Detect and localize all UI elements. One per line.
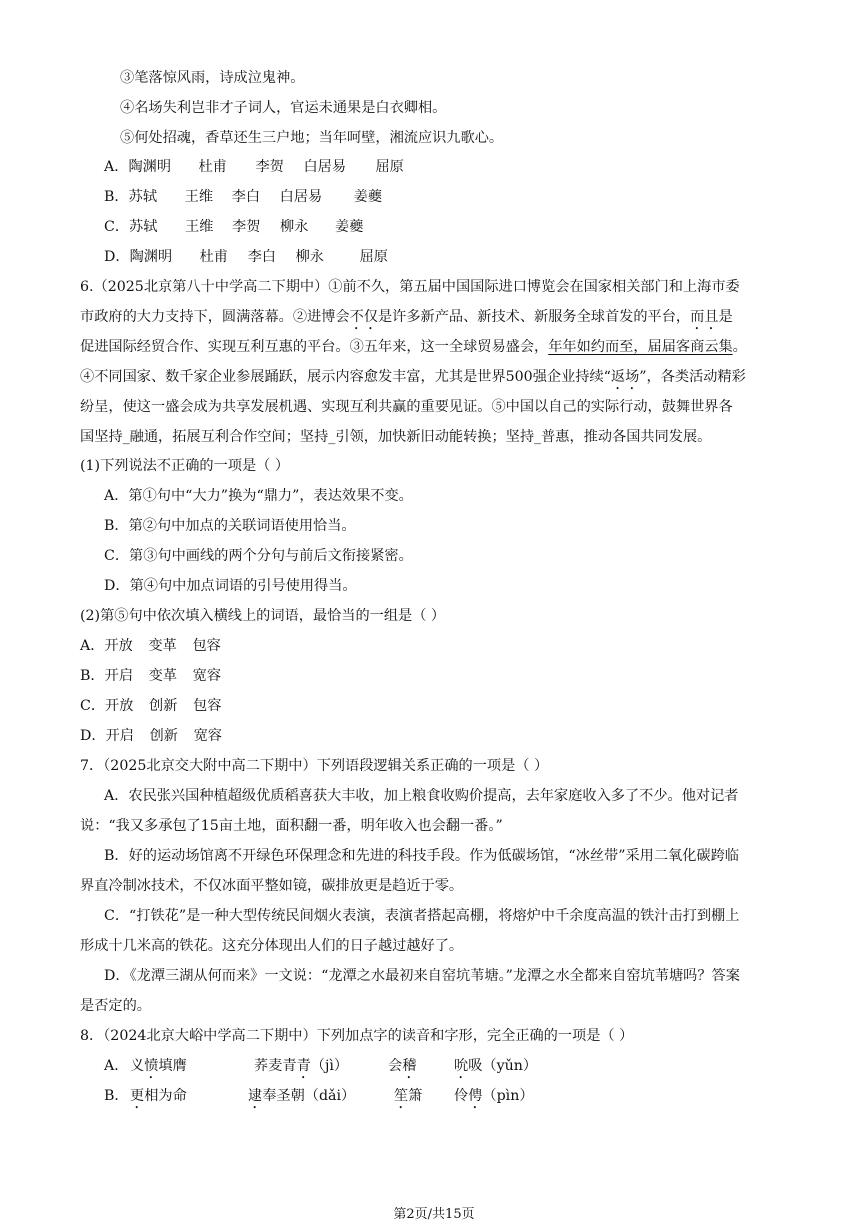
dotted-char: 吮 <box>454 1058 469 1074</box>
option-name: 柳永 <box>280 219 309 235</box>
q8-stem: 8．（2024北京大峪中学高二下期中）下列加点字的读音和字形，完全正确的一项是（ ） <box>80 1028 634 1044</box>
option-letter: A． <box>80 638 105 654</box>
option-name: 李贺 <box>232 219 261 235</box>
text: 促进国际经贸合作、实现互利互惠的平台。③五年来，这一全球贸易盛会， <box>80 339 549 355</box>
option-word: 宽容 <box>192 668 222 684</box>
text: 。 <box>732 339 747 355</box>
option-word: 包容 <box>193 698 222 714</box>
text: 市政府的大力支持下，圆满落幕。②进博会 <box>80 309 350 325</box>
option-letter: C． <box>104 219 130 235</box>
dotted-char: 逮 <box>248 1088 263 1104</box>
q6-sub1-option-c: C．第③句中画线的两个分句与前后文衔接紧密。 <box>104 548 413 564</box>
q6-sub2-stem: (2)第⑤句中依次填入横线上的词语，最恰当的一组是（ ） <box>80 608 446 624</box>
text: 义 <box>130 1058 145 1074</box>
q6-sub1-option-d: D．第④句中加点词语的引号使用得当。 <box>104 578 357 594</box>
q8-option-a <box>104 1056 537 1082</box>
option-word: 创新 <box>149 698 178 714</box>
option-name: 白居易 <box>303 159 347 175</box>
q6-sub2-option-b <box>80 666 221 686</box>
dotted-word: 返场 <box>610 369 640 385</box>
q7-option-b-line-2: 界直冷制冰技术，不仅冰面平整如镜，碳排放更是趋近于零。 <box>80 878 464 894</box>
text: 伶 <box>454 1088 469 1104</box>
q5-item-5: ⑤何处招魂，香草还生三户地；当年呵壁，湘流应识九歌心。 <box>120 130 504 146</box>
q6-sub1-option-a: A．第①句中“大力”换为“鼎力”，表达效果不变。 <box>104 488 413 504</box>
option-name: 姜夔 <box>353 189 383 205</box>
option-letter: D． <box>104 249 130 265</box>
q5-item-4: ④名场失利岂非才子词人，官运未通果是白衣卿相。 <box>120 100 447 116</box>
q6-sub2-option-a <box>80 636 221 656</box>
option-name: 屈原 <box>375 159 404 175</box>
dotted-char: 稽 <box>402 1058 417 1074</box>
page-footer: 第2页/共15页 <box>393 1207 475 1222</box>
q5-item-3: ③笔落惊风雨，诗成泣鬼神。 <box>120 70 305 86</box>
option-name: 姜夔 <box>335 219 364 235</box>
q8-option-b <box>104 1086 534 1112</box>
option-name: 王维 <box>185 219 214 235</box>
q7-option-a-line-1: A．农民张兴国种植超级优质稻喜获大丰收，加上粮食收购价提高，去年家庭收入多了不少。他对记者 <box>104 788 739 804</box>
text: 填膺 <box>158 1058 187 1074</box>
option-letter: B． <box>80 668 105 684</box>
text: 吸（yǔn） <box>468 1058 538 1074</box>
dotted-char: 笙 <box>394 1088 409 1104</box>
q6-sub1-option-b: B．第②句中加点的关联词语使用恰当。 <box>104 518 356 534</box>
q7-option-d-line-1: D．《龙潭三湖从何而来》一文说：“龙潭之水最初来自窑坑苇塘。”龙潭之水全都来自窑坑苇塘吗？答案 <box>104 968 740 984</box>
q5-option-c <box>104 217 363 237</box>
option-name: 杜甫 <box>198 159 227 175</box>
option-letter: B． <box>104 189 129 205</box>
q6-sub2-option-d <box>80 726 222 746</box>
text: 箫 <box>408 1088 423 1104</box>
text: 相为命 <box>144 1088 187 1104</box>
option-word: 宽容 <box>193 728 222 744</box>
text: （jì） <box>310 1058 349 1074</box>
q6-line-5: 纷呈，使这一盛会成为共享发展机遇、实现互利共赢的重要见证。⑤中国以自己的实际行动，鼓舞世界各 <box>80 399 733 415</box>
option-name: 苏轼 <box>128 189 158 205</box>
q7-option-d-line-2: 是否定的。 <box>80 998 151 1014</box>
option-name: 陶渊明 <box>128 159 172 175</box>
text: 荞麦青 <box>254 1058 297 1074</box>
option-word: 开启 <box>105 728 134 744</box>
option-name: 苏轼 <box>129 219 158 235</box>
q6-line-4 <box>80 367 746 393</box>
option-letter: A． <box>104 1058 129 1074</box>
q7-option-c-line-1: C．“打铁花”是一种大型传统民间烟火表演，表演者搭起高棚，将熔炉中千余度高温的铁汁击打到棚上 <box>104 908 740 924</box>
text: ”，各类活动精彩 <box>639 369 746 385</box>
q6-line-3 <box>80 337 747 357</box>
option-word: 变革 <box>148 668 178 684</box>
option-word: 开放 <box>105 698 134 714</box>
q6-line-2 <box>80 307 733 333</box>
dotted-char: 俜 <box>468 1088 483 1104</box>
q5-option-b <box>104 187 382 207</box>
q6-line-1: 6.（2025北京第八十中学高二下期中）①前不久，第五届中国国际进口博览会在国家相关部门和上海市委 <box>80 279 740 295</box>
option-name: 白居易 <box>279 189 323 205</box>
text: （pìn） <box>482 1088 534 1104</box>
q7-option-c-line-2: 形成十几米高的铁花。这充分体现出人们的日子越过越好了。 <box>80 938 464 954</box>
option-word: 创新 <box>149 728 178 744</box>
text: ④不同国家、数千家企业参展踊跃，展示内容愈发丰富，尤其是世界500强企业持续“ <box>80 369 611 385</box>
option-word: 开放 <box>104 638 133 654</box>
option-letter: C． <box>80 698 106 714</box>
option-word: 变革 <box>148 638 177 654</box>
q5-option-a <box>104 157 404 177</box>
dotted-char: 青 <box>296 1058 311 1074</box>
option-name: 陶渊明 <box>129 249 173 265</box>
option-letter: B． <box>104 1088 129 1104</box>
q6-line-6: 国坚持_融通，拓展互利合作空间；坚持_引领，加快新旧动能转换；坚持_普惠，推动各国共同发展。 <box>80 429 712 445</box>
option-name: 李白 <box>231 189 261 205</box>
underlined-clause: 年年如约而至，届届客商云集 <box>548 339 733 355</box>
q7-option-a-line-2: 说：“我又多承包了15亩土地，面积翻一番，明年收入也会翻一番。” <box>80 818 503 834</box>
dotted-char: 更 <box>130 1088 145 1104</box>
text: 会 <box>388 1058 403 1074</box>
q7-stem: 7．（2025北京交大附中高二下期中）下列语段逻辑关系正确的一项是（ ） <box>80 758 549 774</box>
option-name: 屈原 <box>359 249 388 265</box>
q5-option-d <box>104 247 388 267</box>
text: 奉圣朝（dǎi） <box>262 1088 356 1104</box>
option-letter: D． <box>80 728 106 744</box>
q6-sub2-option-c <box>80 696 221 716</box>
option-name: 李白 <box>247 249 276 265</box>
q7-option-b-line-1: B．好的运动场馆离不开绿色环保理念和先进的科技手段。作为低碳场馆，“冰丝带”采用二氧化碳跨临 <box>104 848 739 864</box>
option-name: 杜甫 <box>199 249 228 265</box>
text: 是许多新产品、新技术、新服务全球首发的平台， <box>377 309 691 325</box>
dotted-word: 而且 <box>690 309 719 325</box>
option-name: 柳永 <box>295 249 324 265</box>
option-letter: A． <box>104 159 129 175</box>
option-name: 李贺 <box>255 159 284 175</box>
q6-sub1-stem: (1)下列说法不正确的一项是（ ） <box>80 458 290 474</box>
dotted-word: 不仅 <box>349 309 378 325</box>
text: 是 <box>718 309 733 325</box>
option-word: 包容 <box>192 638 221 654</box>
option-word: 开启 <box>104 668 134 684</box>
dotted-char: 愤 <box>144 1058 159 1074</box>
option-name: 王维 <box>184 189 214 205</box>
